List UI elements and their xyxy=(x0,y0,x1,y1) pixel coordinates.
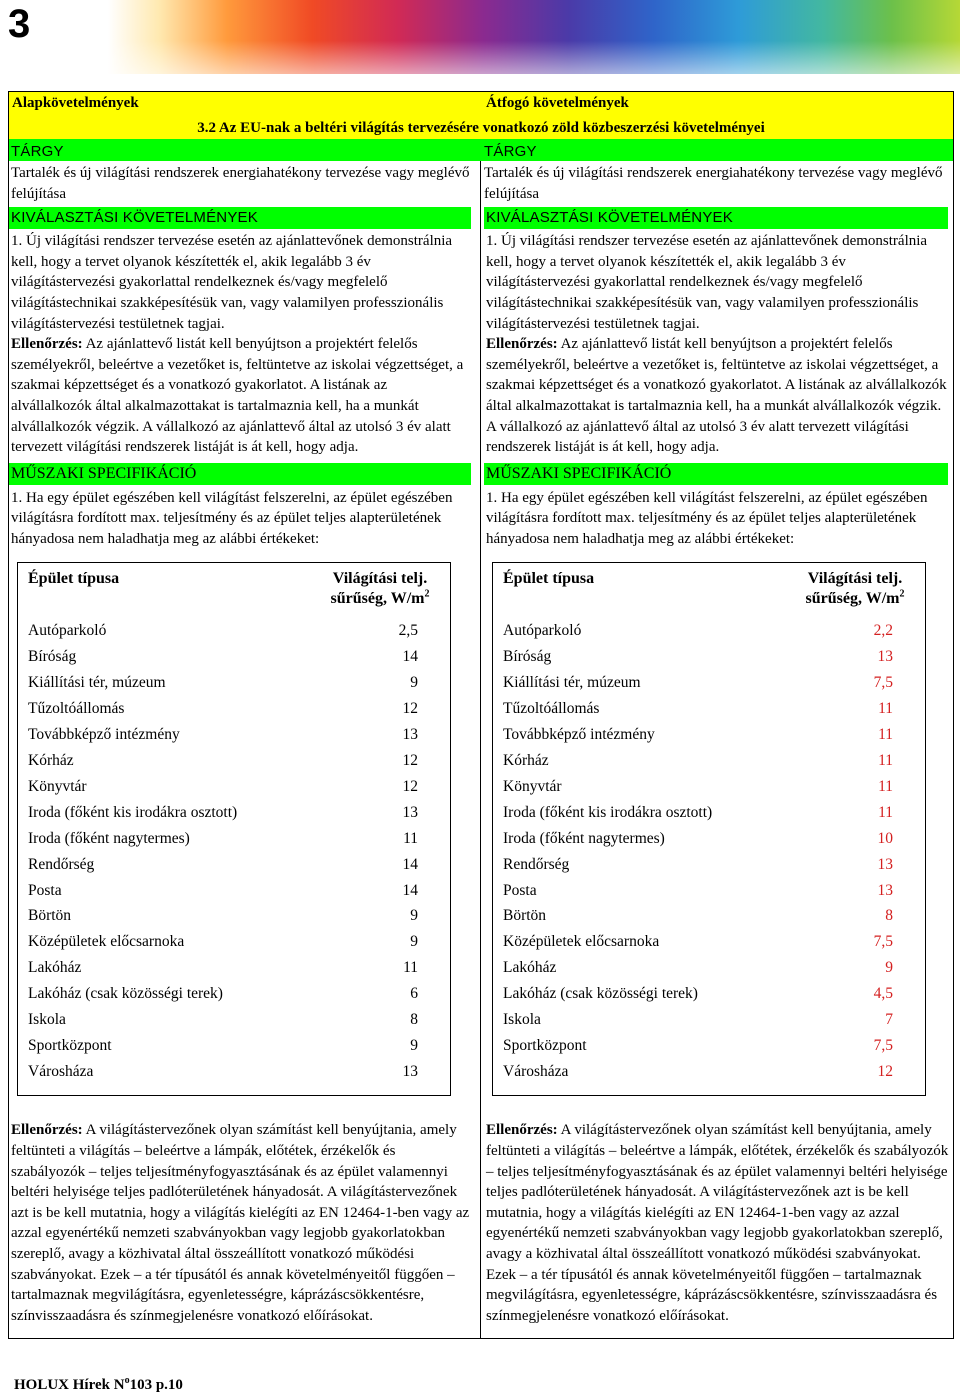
table-row xyxy=(18,956,450,982)
building-type-cell: Kiállítási tér, múzeum xyxy=(28,674,166,692)
table-row xyxy=(493,852,925,878)
building-type-cell: Iroda (főként kis irodákra osztott) xyxy=(503,803,713,821)
table-row xyxy=(18,619,450,645)
building-type-cell: Börtön xyxy=(28,907,72,925)
table-header-sup: 2 xyxy=(899,588,905,600)
ellenorzes-paragraph xyxy=(9,334,471,458)
table-row xyxy=(493,1008,925,1034)
table-header-value-line1: Világítási telj. xyxy=(807,569,903,587)
table-row xyxy=(18,800,450,826)
table-header-value xyxy=(310,569,450,613)
building-type-cell: Autóparkoló xyxy=(503,622,582,640)
ellenorzes-paragraph xyxy=(484,334,950,458)
building-type-cell: Börtön xyxy=(503,907,547,925)
table-row xyxy=(18,748,450,774)
table-header-type: Épület típusa xyxy=(503,569,595,587)
muszaki-spec-label: MŰSZAKI SPECIFIKÁCIÓ xyxy=(9,463,471,485)
spec-text: 1. Ha egy épület egészében kell világítást felszerelni, az épület egészében világításra fordított max. teljesítmény és az épület teljes alapterületének hányadosa nem haladhatja meg az alábbi értékeket: xyxy=(11,489,453,547)
kivalasztasi-label: KIVÁLASZTÁSI KÖVETELMÉNYEK xyxy=(484,207,948,229)
building-type-cell: Sportközpont xyxy=(28,1037,112,1055)
building-type-cell: Tűzoltóállomás xyxy=(28,699,125,717)
building-type-cell: Lakóház (csak közösségi terek) xyxy=(503,985,698,1003)
table-row xyxy=(493,696,925,722)
table-header-value-line2: sűrűség, W/m xyxy=(330,589,425,607)
table-header-value xyxy=(785,569,925,613)
power-density-cell: 11 xyxy=(878,725,893,743)
rainbow-banner xyxy=(108,0,960,74)
table-row xyxy=(18,982,450,1008)
table-row xyxy=(493,670,925,696)
power-density-cell: 8 xyxy=(410,1011,418,1029)
lighting-table xyxy=(492,562,926,1097)
building-type-cell: Lakóház xyxy=(503,959,557,977)
building-type-cell: Posta xyxy=(28,881,62,899)
building-type-cell: Iroda (főként nagytermes) xyxy=(28,829,190,847)
table-header-sup: 2 xyxy=(424,588,430,600)
table-row xyxy=(18,878,450,904)
ellenorzes2-paragraph xyxy=(9,1120,471,1326)
right-column xyxy=(484,141,950,1326)
table-row xyxy=(18,904,450,930)
table-row xyxy=(18,722,450,748)
table-row xyxy=(18,826,450,852)
table-header-value-line2: sűrűség, W/m xyxy=(805,589,900,607)
targy-text: Tartalék és új világítási rendszerek energiahatékony tervezése vagy meglévő felújítása xyxy=(484,165,943,202)
table-header xyxy=(18,569,450,613)
table-row xyxy=(18,930,450,956)
kivalasztasi-text: 1. Új világítási rendszer tervezése esetén az ajánlattevőnek demonstrálnia kell, hogy a tervet olyanok készítették el, akik legalább 3 év világítástervezési gyakorlattal rendelkeznek és/vagy megfelelő világítástechnikai szakképesítésük van, vagy valamilyen professzionális világítástervezési testületnek tagjai. xyxy=(486,233,928,332)
lighting-table xyxy=(17,562,451,1097)
building-type-cell: Iroda (főként nagytermes) xyxy=(503,829,665,847)
power-density-cell: 13 xyxy=(877,855,893,873)
left-column xyxy=(9,141,471,1326)
table-row xyxy=(18,644,450,670)
column-divider xyxy=(480,161,481,1338)
power-density-cell: 14 xyxy=(402,648,418,666)
table-row xyxy=(493,644,925,670)
building-type-cell: Lakóház (csak közösségi terek) xyxy=(28,985,223,1003)
power-density-cell: 7,5 xyxy=(873,1037,893,1055)
building-type-cell: Városháza xyxy=(503,1063,569,1081)
ellenorzes2-label: Ellenőrzés: xyxy=(11,1122,83,1139)
power-density-cell: 12 xyxy=(402,751,418,769)
table-header xyxy=(493,569,925,613)
table-row xyxy=(493,826,925,852)
table-row xyxy=(493,878,925,904)
table-row xyxy=(493,774,925,800)
table-row xyxy=(18,670,450,696)
building-type-cell: Iskola xyxy=(503,1011,541,1029)
power-density-cell: 2,2 xyxy=(873,622,893,640)
power-density-cell: 12 xyxy=(402,699,418,717)
building-type-cell: Bíróság xyxy=(28,648,77,666)
table-row xyxy=(493,956,925,982)
ellenorzes-text: Az ajánlattevő listát kell benyújtson a projektért felelős személyekről, beleértve a vezetőket is, feltüntetve az iskolai végzettséget, a szakmai képzettséget és a vonatkozó gyakorlatot. A listának az alvállalkozók által alkalmazottakat is tartalmaznia kell, ha a munkát alvállalkozók végzik. A vállalkozó az ajánlattevő által az utolsó 3 év alatt tervezett világítási rendszerek listáját is át kell, hogy adja. xyxy=(486,336,947,456)
power-density-cell: 12 xyxy=(877,1063,893,1081)
power-density-cell: 11 xyxy=(403,959,418,977)
footer-issue: 103 p.10 xyxy=(129,1377,183,1393)
power-density-cell: 11 xyxy=(878,777,893,795)
building-type-cell: Posta xyxy=(503,881,537,899)
table-row xyxy=(493,1059,925,1085)
table-row xyxy=(493,748,925,774)
building-type-cell: Rendőrség xyxy=(28,855,95,873)
power-density-cell: 9 xyxy=(410,933,418,951)
kivalasztasi-text: 1. Új világítási rendszer tervezése esetén az ajánlattevőnek demonstrálnia kell, hogy a tervet olyanok készítették el, akik legalább 3 év világítástervezési gyakorlattal rendelkeznek és/vagy megfelelő világítástechnikai szakképesítésük van, vagy valamilyen professzionális világítástervezési testületnek tagjai. xyxy=(11,233,453,332)
ellenorzes-label: Ellenőrzés: xyxy=(11,336,83,353)
table-row xyxy=(493,1034,925,1060)
building-type-cell: Kiállítási tér, múzeum xyxy=(503,674,641,692)
power-density-cell: 4,5 xyxy=(873,985,893,1003)
section-title: 3.2 Az EU-nak a beltéri világítás tervezésére vonatkozó zöld közbeszerzési követelményei xyxy=(197,120,765,136)
power-density-cell: 10 xyxy=(877,829,893,847)
building-type-cell: Bíróság xyxy=(503,648,552,666)
ellenorzes-label: Ellenőrzés: xyxy=(486,336,558,353)
spec-text: 1. Ha egy épület egészében kell világítást felszerelni, az épület egészében világításra fordított max. teljesítmény és az épület teljes alapterületének hányadosa nem haladhatja meg az alábbi értékeket: xyxy=(486,489,928,547)
power-density-cell: 13 xyxy=(402,725,418,743)
ellenorzes2-label: Ellenőrzés: xyxy=(486,1122,558,1139)
building-type-cell: Kórház xyxy=(503,751,549,769)
power-density-cell: 9 xyxy=(885,959,893,977)
building-type-cell: Autóparkoló xyxy=(28,622,107,640)
table-row xyxy=(18,1008,450,1034)
footer-title: HOLUX Hírek N xyxy=(14,1377,125,1393)
building-type-cell: Rendőrség xyxy=(503,855,570,873)
table-row xyxy=(18,774,450,800)
table-header-type: Épület típusa xyxy=(28,569,120,587)
table-row xyxy=(493,982,925,1008)
building-type-cell: Tűzoltóállomás xyxy=(503,699,600,717)
table-row xyxy=(18,852,450,878)
power-density-cell: 2,5 xyxy=(398,622,418,640)
page-number: 3 xyxy=(8,2,31,46)
building-type-cell: Könyvtár xyxy=(28,777,87,795)
power-density-cell: 11 xyxy=(878,751,893,769)
power-density-cell: 7 xyxy=(885,1011,893,1029)
table-header-value-line1: Világítási telj. xyxy=(332,569,428,587)
power-density-cell: 13 xyxy=(877,881,893,899)
ellenorzes2-text: A világítástervezőnek olyan számítást kell benyújtania, amely feltünteti a világítás – beleértve a lámpák, előtétek, érzékelők és szabályozók – teljes teljesítményfogyasztásának és az épület valamennyi beltéri helyisége teljes padlóterületének hányadosát. A világítástervezőnek azt is be kell mutatnia, hogy a világítás kielégíti az EN 12464-1-ben vagy az azzal egyenértékű nemzeti szabványokban vagy legjobb gyakorlatokban szereplő, avagy a közhivatal által összeállított vonatkozó működési szabványokat. Ezek – a tér típusától és annak követelményeitől függően – tartalmaznak megvilágításra, egyenletességre, káprázáscsökkentésre, színvisszaadásra és színmegjelenésre vonatkozó előírásokat. xyxy=(11,1122,470,1324)
muszaki-spec-label: MŰSZAKI SPECIFIKÁCIÓ xyxy=(484,463,948,485)
power-density-cell: 9 xyxy=(410,1037,418,1055)
building-type-cell: Továbbképző intézmény xyxy=(28,725,180,743)
ellenorzes2-paragraph xyxy=(484,1120,950,1326)
table-row xyxy=(493,904,925,930)
power-density-cell: 14 xyxy=(402,855,418,873)
table-row xyxy=(493,722,925,748)
header-right: Átfogó követelmények xyxy=(486,95,629,111)
power-density-cell: 13 xyxy=(877,648,893,666)
power-density-cell: 8 xyxy=(885,907,893,925)
table-row xyxy=(493,800,925,826)
building-type-cell: Lakóház xyxy=(28,959,82,977)
building-type-cell: Iskola xyxy=(28,1011,66,1029)
power-density-cell: 13 xyxy=(402,1063,418,1081)
power-density-cell: 11 xyxy=(878,699,893,717)
table-row xyxy=(18,696,450,722)
power-density-cell: 6 xyxy=(410,985,418,1003)
table-rows xyxy=(18,619,450,1086)
building-type-cell: Középületek előcsarnoka xyxy=(28,933,185,951)
power-density-cell: 14 xyxy=(402,881,418,899)
table-row xyxy=(18,1059,450,1085)
header-left: Alapkövetelmények xyxy=(12,95,139,111)
power-density-cell: 12 xyxy=(402,777,418,795)
building-type-cell: Sportközpont xyxy=(503,1037,587,1055)
building-type-cell: Középületek előcsarnoka xyxy=(503,933,660,951)
power-density-cell: 7,5 xyxy=(873,674,893,692)
ellenorzes-text: Az ajánlattevő listát kell benyújtson a projektért felelős személyekről, beleértve a vezetőket is, feltüntetve az iskolai végzettséget, a szakmai képzettséget és a vonatkozó gyakorlatot. A listának az alvállalkozók által alkalmazottakat is tartalmaznia kell, ha a munkát alvállalkozók végzik. A vállalkozó az ajánlattevő által az utolsó 3 év alatt tervezett világítási rendszerek listáját is át kell, hogy adja. xyxy=(11,336,464,456)
building-type-cell: Városháza xyxy=(28,1063,94,1081)
table-rows xyxy=(493,619,925,1086)
table-row xyxy=(493,930,925,956)
power-density-cell: 11 xyxy=(878,803,893,821)
building-type-cell: Könyvtár xyxy=(503,777,562,795)
building-type-cell: Iroda (főként kis irodákra osztott) xyxy=(28,803,238,821)
building-type-cell: Kórház xyxy=(28,751,74,769)
ellenorzes2-text: A világítástervezőnek olyan számítást kell benyújtania, amely feltünteti a világítás – beleértve a lámpák, előtétek, érzékelők és szabályozók – teljes teljesítményfogyasztásának és az épület valamennyi beltéri helyisége teljes padlóterületének hányadosát. A világítástervezőnek azt is be kell mutatnia, hogy a világítás kielégíti az EN 12464-1-ben vagy az azzal egyenértékű nemzeti szabványokban vagy legjobb gyakorlatokban szereplő, avagy a közhivatal által összeállított vonatkozó működési szabványokat. Ezek – a tér típusától és annak követelményeitől függően – tartalmaznak megvilágításra, egyenletességre, káprázáscsökkentésre, színvisszaadásra és színmegjelenésre vonatkozó előírásokat. xyxy=(486,1122,949,1324)
power-density-cell: 7,5 xyxy=(873,933,893,951)
table-row xyxy=(18,1034,450,1060)
kivalasztasi-label: KIVÁLASZTÁSI KÖVETELMÉNYEK xyxy=(9,207,471,229)
targy-text: Tartalék és új világítási rendszerek energiahatékony tervezése vagy meglévő felújítása xyxy=(11,165,470,202)
footer-sup: o xyxy=(124,1375,130,1386)
power-density-cell: 11 xyxy=(403,829,418,847)
power-density-cell: 9 xyxy=(410,907,418,925)
targy-label: TÁRGY xyxy=(484,143,537,160)
footer-publication xyxy=(14,1377,183,1394)
power-density-cell: 9 xyxy=(410,674,418,692)
targy-label: TÁRGY xyxy=(11,143,64,160)
table-row xyxy=(493,619,925,645)
power-density-cell: 13 xyxy=(402,803,418,821)
building-type-cell: Továbbképző intézmény xyxy=(503,725,655,743)
